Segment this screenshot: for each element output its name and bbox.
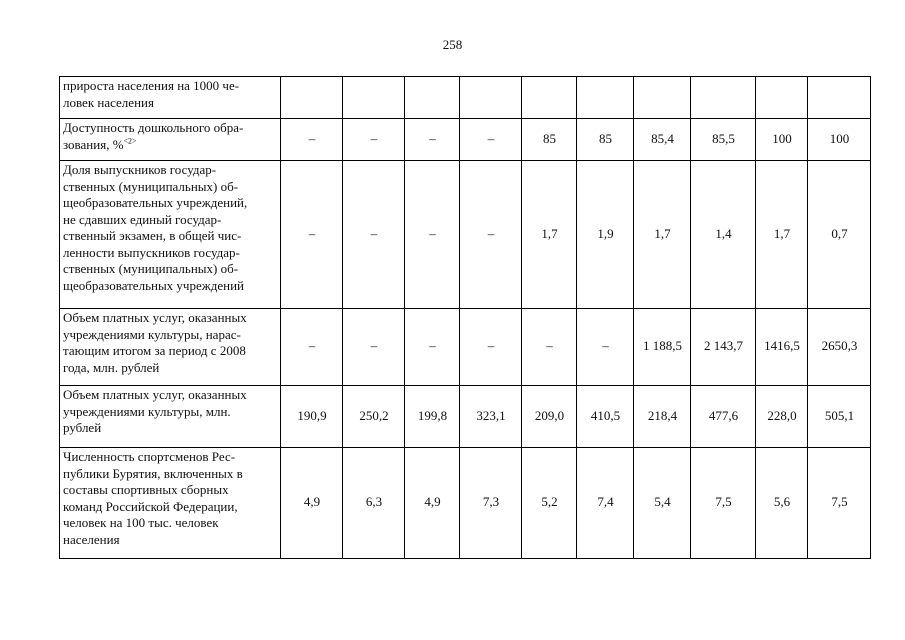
value-cell: 5,6 (756, 448, 808, 559)
value-cell: 410,5 (577, 386, 634, 448)
value-cell: – (281, 119, 343, 161)
table-row (60, 386, 871, 448)
value-cell: 1416,5 (756, 309, 808, 386)
row-label: Объем платных услуг, оказанных учреждениями культуры, млн. рублей (63, 387, 247, 435)
value-cell: – (281, 161, 343, 309)
value-cell: – (405, 161, 460, 309)
value-cell: 85,4 (634, 119, 691, 161)
value-cell: 505,1 (808, 386, 871, 448)
value-cell (281, 77, 343, 119)
value-cell: 1,4 (691, 161, 756, 309)
table-body (60, 77, 871, 559)
value-cell (756, 77, 808, 119)
table-row (60, 161, 871, 309)
table-row (60, 309, 871, 386)
row-label: Доступность дошкольного обра- зования, % (63, 120, 244, 152)
row-label-cell (60, 161, 281, 309)
page-number: 258 (442, 37, 463, 52)
value-cell: 100 (756, 119, 808, 161)
table-row (60, 448, 871, 559)
value-cell: 7,5 (691, 448, 756, 559)
value-cell: – (460, 161, 522, 309)
value-cell (460, 77, 522, 119)
value-cell: – (405, 309, 460, 386)
value-cell: 6,3 (343, 448, 405, 559)
value-cell: 1,9 (577, 161, 634, 309)
value-cell (577, 77, 634, 119)
row-label: Численность спортсменов Рес- публики Бурятия, включенных в составы спортивных сборных команд Российской Федерации, человек на 100 тыс. человек населения (63, 449, 243, 547)
value-cell: – (460, 309, 522, 386)
value-cell: 209,0 (522, 386, 577, 448)
value-cell: 1 188,5 (634, 309, 691, 386)
value-cell: 5,2 (522, 448, 577, 559)
value-cell: – (405, 119, 460, 161)
value-cell: 1,7 (634, 161, 691, 309)
value-cell: 250,2 (343, 386, 405, 448)
value-cell: 323,1 (460, 386, 522, 448)
row-label-cell (60, 448, 281, 559)
value-cell: – (281, 309, 343, 386)
value-cell: 85 (522, 119, 577, 161)
row-label: Доля выпускников государ- ственных (муниципальных) об- щеобразовательных учреждений, не сдавших единый государ- ственный экзамен, в общей чис- ленности выпускников государ- ственных (муниципальных) об- щеобразовательных учреждений (63, 162, 248, 293)
value-cell (405, 77, 460, 119)
value-cell: – (343, 119, 405, 161)
table-row (60, 119, 871, 161)
value-cell (343, 77, 405, 119)
value-cell: 5,4 (634, 448, 691, 559)
value-cell: 7,5 (808, 448, 871, 559)
value-cell: 7,4 (577, 448, 634, 559)
value-cell: – (343, 161, 405, 309)
value-cell: – (522, 309, 577, 386)
row-label-cell (60, 77, 281, 119)
value-cell (522, 77, 577, 119)
value-cell: 199,8 (405, 386, 460, 448)
value-cell: 1,7 (522, 161, 577, 309)
value-cell: 85,5 (691, 119, 756, 161)
row-label-cell (60, 386, 281, 448)
value-cell (634, 77, 691, 119)
value-cell: 2 143,7 (691, 309, 756, 386)
value-cell: 228,0 (756, 386, 808, 448)
value-cell: 7,3 (460, 448, 522, 559)
row-label: Объем платных услуг, оказанных учреждениями культуры, нарас- тающим итогом за период с 2008 года, млн. рублей (63, 310, 247, 375)
value-cell: – (343, 309, 405, 386)
table-row (60, 77, 871, 119)
value-cell: 0,7 (808, 161, 871, 309)
value-cell: 100 (808, 119, 871, 161)
value-cell: 1,7 (756, 161, 808, 309)
value-cell (691, 77, 756, 119)
value-cell: 477,6 (691, 386, 756, 448)
row-label-cell (60, 309, 281, 386)
value-cell: 4,9 (405, 448, 460, 559)
value-cell: 2650,3 (808, 309, 871, 386)
value-cell: 190,9 (281, 386, 343, 448)
value-cell: 4,9 (281, 448, 343, 559)
row-label: прироста населения на 1000 че- ловек населения (63, 78, 240, 110)
value-cell (808, 77, 871, 119)
value-cell: – (460, 119, 522, 161)
indicators-table (59, 76, 871, 559)
value-cell: 85 (577, 119, 634, 161)
value-cell: – (577, 309, 634, 386)
row-label-cell (60, 119, 281, 161)
value-cell: 218,4 (634, 386, 691, 448)
footnote-marker: <2> (123, 136, 137, 146)
